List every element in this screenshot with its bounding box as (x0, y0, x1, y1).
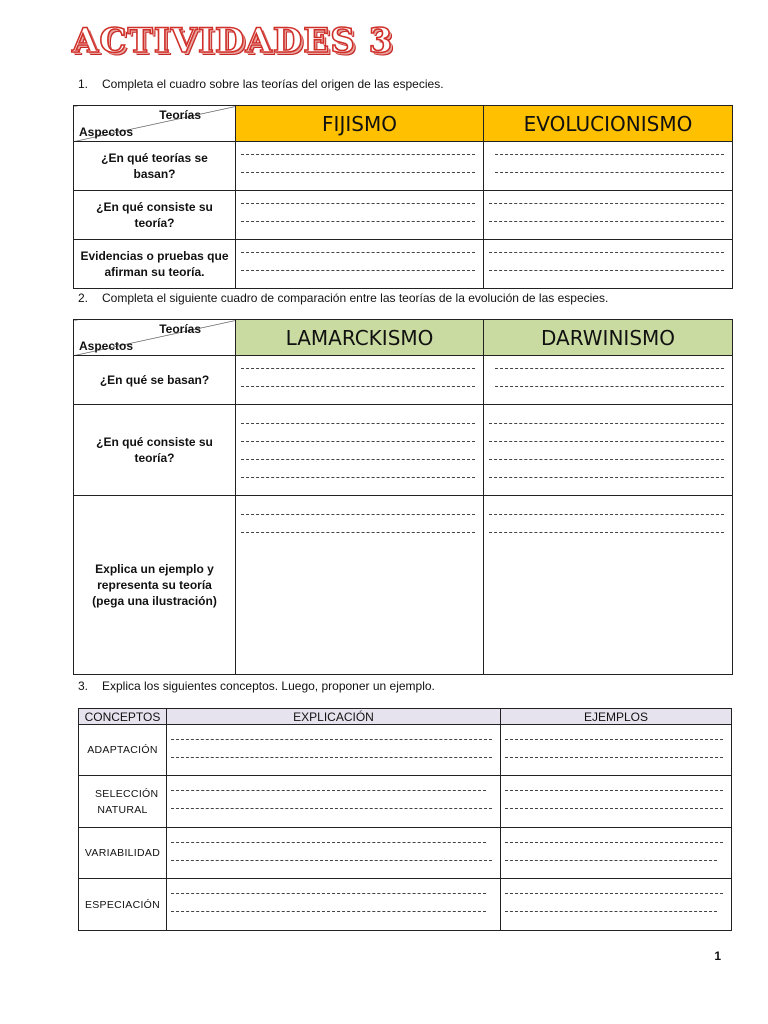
row-label: ¿En qué teorías se basan? (74, 142, 236, 191)
instruction-text: Completa el cuadro sobre las teorías del origen de las especies. (102, 77, 444, 91)
concepts-table (78, 708, 732, 931)
instruction-2 (78, 291, 608, 305)
corner-header-cell (74, 320, 236, 356)
row-label: Evidencias o pruebas que afirman su teoría. (74, 240, 236, 289)
answer-cell[interactable] (501, 725, 732, 776)
answer-cell[interactable] (236, 142, 484, 191)
answer-cell[interactable] (484, 240, 733, 289)
origin-theories-table (73, 105, 733, 289)
answer-cell[interactable] (167, 725, 501, 776)
header-ejemplos: EJEMPLOS (501, 709, 732, 725)
answer-cell[interactable] (167, 828, 501, 879)
answer-cell[interactable] (484, 142, 733, 191)
concept-label: ADAPTACIÓN (79, 725, 167, 776)
instruction-text: Explica los siguientes conceptos. Luego, proponer un ejemplo. (102, 679, 435, 693)
instruction-number: 2. (78, 291, 89, 305)
answer-cell[interactable] (501, 776, 732, 828)
answer-cell[interactable] (484, 191, 733, 240)
concept-label: ESPECIACIÓN (79, 879, 167, 931)
corner-header-cell (74, 106, 236, 142)
answer-cell[interactable] (236, 496, 484, 675)
answer-cell[interactable] (167, 776, 501, 828)
answer-cell[interactable] (484, 496, 733, 675)
concept-label: VARIABILIDAD (79, 828, 167, 879)
header-explicacion: EXPLICACIÓN (167, 709, 501, 725)
instruction-number: 3. (78, 679, 89, 693)
corner-label-aspectos: Aspectos (79, 125, 134, 139)
page-title: ACTIVIDADES 3 (72, 21, 394, 61)
corner-label-teorias: Teorías (159, 108, 201, 122)
answer-cell[interactable] (501, 828, 732, 879)
answer-cell[interactable] (236, 240, 484, 289)
answer-cell[interactable] (236, 356, 484, 405)
answer-cell[interactable] (236, 405, 484, 496)
row-label: ¿En qué consiste su teoría? (74, 191, 236, 240)
row-label: ¿En qué consiste su teoría? (74, 405, 236, 496)
answer-cell[interactable] (236, 191, 484, 240)
header-lamarckismo: LAMARCKISMO (236, 320, 484, 356)
corner-label-teorias: Teorías (159, 322, 201, 336)
corner-label-aspectos: Aspectos (79, 339, 134, 353)
row-label: ¿En qué se basan? (74, 356, 236, 405)
instruction-text: Completa el siguiente cuadro de comparación entre las teorías de la evolución de las especies. (102, 291, 609, 305)
answer-cell[interactable] (167, 879, 501, 931)
evolution-theories-table (73, 319, 733, 675)
instruction-number: 1. (78, 77, 89, 91)
header-fijismo: FIJISMO (236, 106, 484, 142)
answer-cell[interactable] (484, 405, 733, 496)
answer-cell[interactable] (484, 356, 733, 405)
header-darwinismo: DARWINISMO (484, 320, 733, 356)
row-label: Explica un ejemplo y representa su teoría (pega una ilustración) (74, 496, 236, 675)
header-conceptos: CONCEPTOS (79, 709, 167, 725)
page-number: 1 (714, 949, 721, 963)
concept-label: SELECCIÓN NATURAL (79, 776, 167, 828)
header-evolucionismo: EVOLUCIONISMO (484, 106, 733, 142)
answer-cell[interactable] (501, 879, 732, 931)
instruction-1 (78, 77, 444, 91)
instruction-3 (78, 679, 435, 693)
